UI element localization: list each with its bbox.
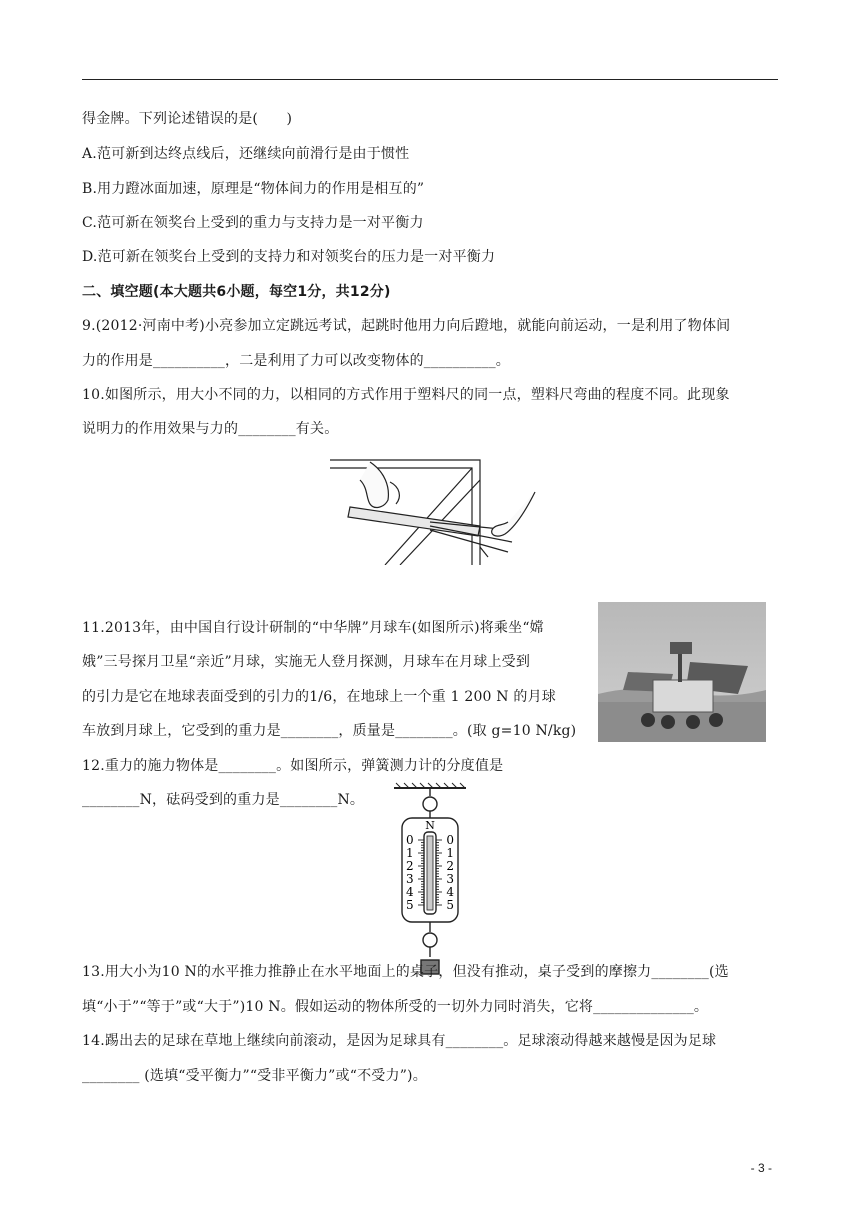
q8-stem: 得金牌。下列论述错误的是( ) bbox=[82, 111, 293, 127]
q11-line3: 的引力是它在地球表面受到的引力的1/6，在地球上一个重 1 200 N 的月球 bbox=[82, 689, 557, 705]
scale-unit: N bbox=[425, 819, 435, 832]
q12-line2: ________N，砝码受到的重力是________N。 bbox=[82, 792, 365, 808]
q12-line1: 12.重力的施力物体是________。如图所示，弹簧测力计的分度值是 bbox=[82, 758, 504, 774]
q9-line2: 力的作用是__________，二是利用了力可以改变物体的__________。 bbox=[82, 353, 510, 369]
scale-tick-label: 2 bbox=[446, 859, 454, 873]
q11-line2: 娥”三号探月卫星“亲近”月球，实施无人登月探测，月球车在月球上受到 bbox=[82, 654, 531, 670]
section-heading: 二、填空题(本大题共6小题，每空1分，共12分) bbox=[82, 284, 391, 300]
header-rule bbox=[82, 79, 778, 80]
scale-tick-label: 3 bbox=[446, 872, 454, 886]
scale-tick-label: 4 bbox=[446, 885, 454, 899]
scale-tick-label: 5 bbox=[446, 898, 454, 912]
q11-line1: 11.2013年，由中国自行设计研制的“中华牌”月球车(如图所示)将乘坐“嫦 bbox=[82, 620, 544, 636]
page-number: - 3 - bbox=[750, 1161, 772, 1175]
scale-tick-label: 0 bbox=[446, 833, 454, 847]
q8-option-b: B.用力蹬冰面加速，原理是“物体间力的作用是相互的” bbox=[82, 181, 425, 197]
scale-tick-label: 4 bbox=[406, 885, 414, 899]
q8-option-d: D.范可新在领奖台上受到的支持力和对领奖台的压力是一对平衡力 bbox=[82, 249, 496, 265]
lunar-rover-photo bbox=[598, 602, 766, 742]
q13-line2: 填“小于”“等于”或“大于”)10 N。假如运动的物体所受的一切外力同时消失，它将______________。 bbox=[82, 999, 709, 1015]
q8-option-c: C.范可新在领奖台上受到的重力与支持力是一对平衡力 bbox=[82, 215, 424, 231]
q14-line1: 14.踢出去的足球在草地上继续向前滚动，是因为足球具有________。足球滚动得越来越慢是因为足球 bbox=[82, 1033, 717, 1049]
scale-tick-label: 0 bbox=[406, 833, 414, 847]
scale-tick-label: 3 bbox=[406, 872, 414, 886]
ruler-bending-figure bbox=[330, 452, 545, 565]
spring-balance-figure bbox=[388, 782, 472, 982]
q8-option-a: A.范可新到达终点线后，还继续向前滑行是由于惯性 bbox=[82, 146, 410, 162]
scale-tick-label: 1 bbox=[406, 846, 414, 860]
q13-line1: 13.用大小为10 N的水平推力推静止在水平地面上的桌子，但没有推动，桌子受到的摩擦力________(选 bbox=[82, 964, 729, 980]
scale-tick-label: 5 bbox=[406, 898, 414, 912]
q11-line4: 车放到月球上，它受到的重力是________，质量是________。(取 g=10 N/kg) bbox=[82, 723, 577, 739]
q14-line2: ________ (选填“受平衡力”“受非平衡力”或“不受力”)。 bbox=[82, 1068, 427, 1084]
q9-line1: 9.(2012·河南中考)小亮参加立定跳远考试，起跳时他用力向后蹬地，就能向前运动，一是利用了物体间 bbox=[82, 318, 731, 334]
scale-tick-label: 1 bbox=[446, 846, 454, 860]
scale-tick-label: 2 bbox=[406, 859, 414, 873]
q10-line2: 说明力的作用效果与力的________有关。 bbox=[82, 421, 339, 437]
q10-line1: 10.如图所示，用大小不同的力，以相同的方式作用于塑料尺的同一点，塑料尺弯曲的程度不同。此现象 bbox=[82, 387, 730, 403]
